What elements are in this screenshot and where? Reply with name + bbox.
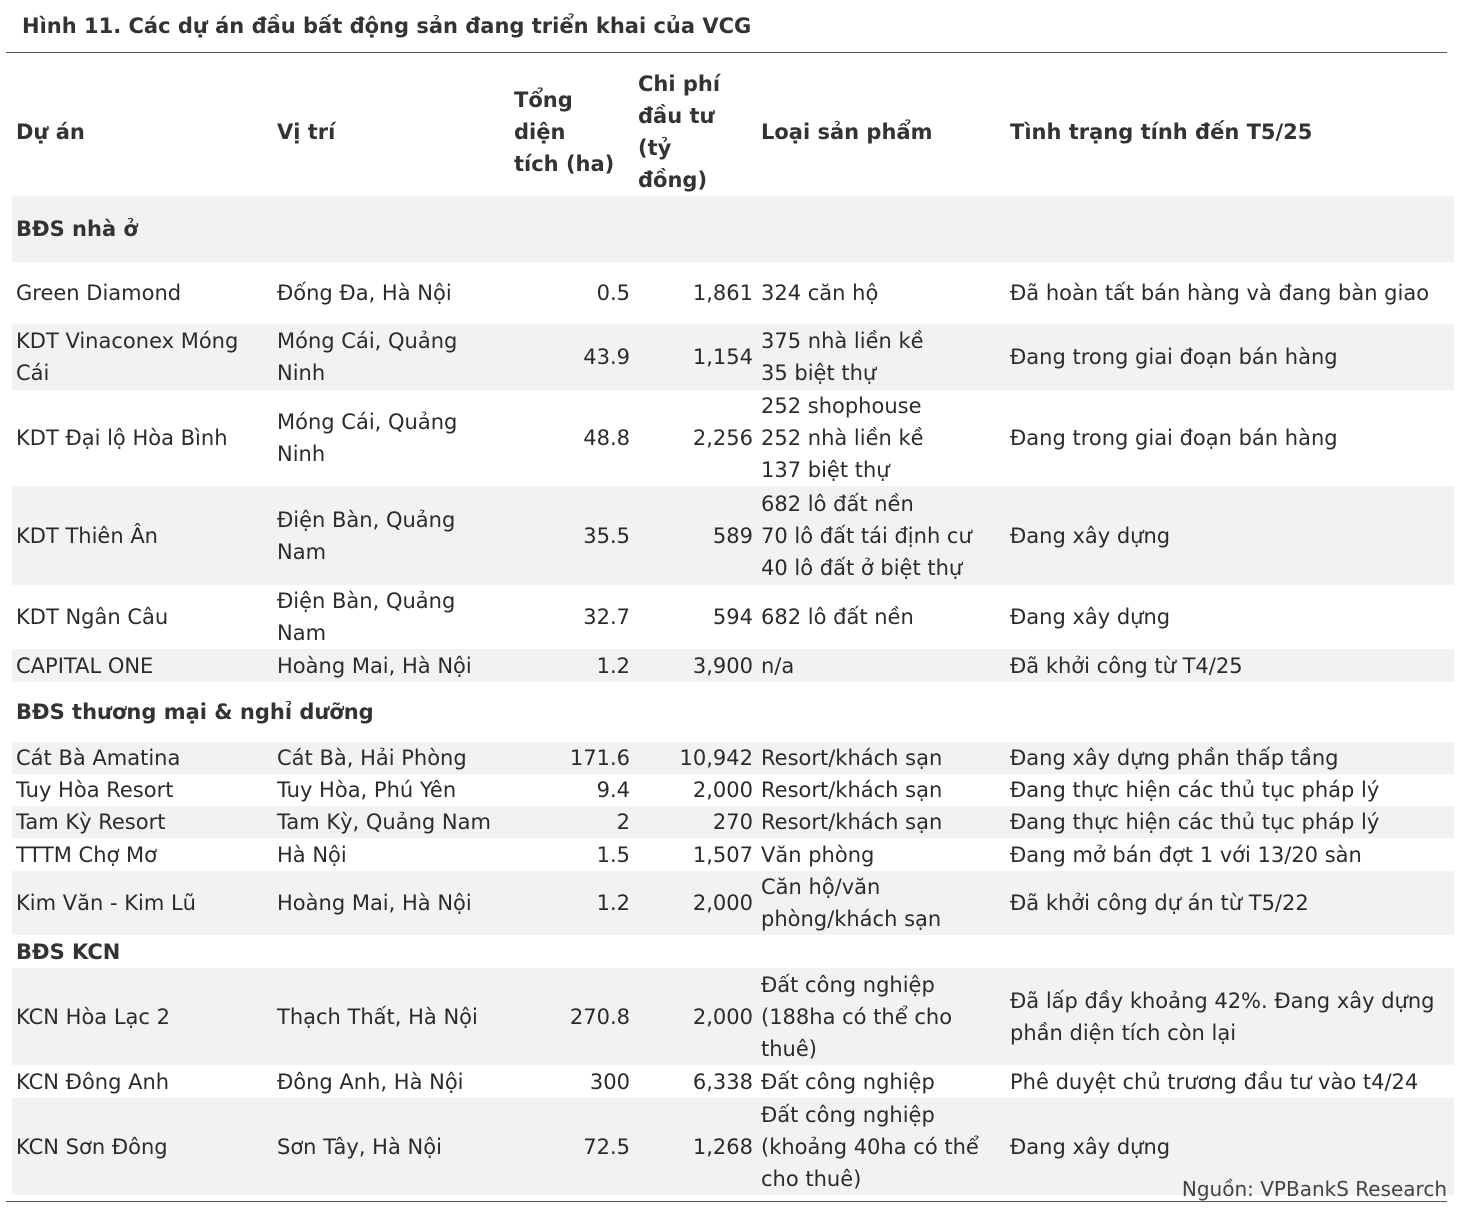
cell-product: Resort/khách sạn bbox=[761, 778, 943, 802]
cell-status: Đã khởi công từ T4/25 bbox=[1006, 649, 1454, 682]
cell-area: 1.2 bbox=[510, 871, 634, 935]
cell-product: 682 lô đất nền 70 lô đất tái định cư 40 lô đất ở biệt thự bbox=[757, 486, 1006, 585]
header-location: Vị trí bbox=[277, 120, 336, 144]
cell-status: Đã khởi công dự án từ T5/22 bbox=[1006, 871, 1454, 935]
cell-area: 48.8 bbox=[583, 426, 630, 450]
cell-cost: 1,507 bbox=[692, 842, 753, 867]
cell-product: Căn hộ/văn phòng/khách sạn bbox=[757, 871, 1006, 935]
cell-cost: 2,000 bbox=[634, 871, 757, 935]
cell-area: 1.2 bbox=[510, 649, 634, 682]
cell-product: 324 căn hộ bbox=[761, 281, 879, 305]
table-row bbox=[12, 649, 1454, 682]
group-label: BĐS nhà ở bbox=[12, 196, 1454, 262]
cell-product: Đất công nghiệp (188ha có thể cho thuê) bbox=[757, 968, 1006, 1065]
cell-project: TTTM Chợ Mơ bbox=[16, 842, 158, 867]
table-row bbox=[12, 390, 1454, 486]
cell-product: n/a bbox=[757, 649, 1006, 682]
cell-cost: 6,338 bbox=[692, 1069, 753, 1094]
group-row-housing bbox=[12, 196, 1454, 262]
table-row bbox=[12, 742, 1454, 774]
table-row bbox=[12, 968, 1454, 1065]
cell-project: Tam Kỳ Resort bbox=[12, 806, 273, 838]
cell-area: 72.5 bbox=[510, 1098, 634, 1195]
header-status: Tình trạng tính đến T5/25 bbox=[1010, 120, 1313, 144]
top-divider bbox=[6, 52, 1447, 53]
cell-status: Phê duyệt chủ trương đầu tư vào t4/24 bbox=[1010, 1069, 1419, 1094]
cell-product: Văn phòng bbox=[761, 842, 875, 867]
cell-project: KDT Vinaconex Móng Cái bbox=[12, 324, 273, 390]
cell-cost: 589 bbox=[634, 486, 757, 585]
table-row bbox=[12, 324, 1454, 390]
cell-status: Đang thực hiện các thủ tục pháp lý bbox=[1006, 806, 1454, 838]
cell-area: 32.7 bbox=[583, 605, 630, 629]
cell-location: Móng Cái, Quảng Ninh bbox=[273, 324, 510, 390]
cell-product: Resort/khách sạn bbox=[757, 806, 1006, 838]
cell-status: Đang xây dựng bbox=[1010, 605, 1171, 629]
group-label: BĐS thương mại & nghỉ dưỡng bbox=[16, 700, 374, 724]
group-label: BĐS KCN bbox=[16, 939, 121, 964]
cell-product: 252 shophouse 252 nhà liền kề 137 biệt thự bbox=[761, 394, 924, 482]
header-cost: Chi phí đầu tư (tỷ đồng) bbox=[638, 72, 721, 192]
cell-status: Đang trong giai đoạn bán hàng bbox=[1006, 324, 1454, 390]
cell-product: Đất công nghiệp bbox=[761, 1069, 935, 1094]
cell-cost: 1,268 bbox=[634, 1098, 757, 1195]
cell-location: Hà Nội bbox=[277, 842, 347, 867]
cell-status: Đang trong giai đoạn bán hàng bbox=[1010, 426, 1338, 450]
cell-status: Đã hoàn tất bán hàng và đang bàn giao bbox=[1010, 281, 1430, 305]
cell-location: Đống Đa, Hà Nội bbox=[277, 281, 452, 305]
cell-location: Cát Bà, Hải Phòng bbox=[273, 742, 510, 774]
cell-cost: 1,154 bbox=[634, 324, 757, 390]
table-row bbox=[12, 585, 1454, 649]
table-row bbox=[12, 871, 1454, 935]
cell-location: Hoàng Mai, Hà Nội bbox=[273, 871, 510, 935]
cell-cost: 2,000 bbox=[634, 968, 757, 1065]
cell-area: 1.5 bbox=[596, 842, 630, 867]
table-row bbox=[12, 486, 1454, 585]
cell-cost: 1,861 bbox=[692, 281, 753, 305]
table-row bbox=[12, 774, 1454, 806]
cell-area: 0.5 bbox=[596, 281, 630, 305]
cell-status: Đang xây dựng bbox=[1006, 486, 1454, 585]
cell-project: Green Diamond bbox=[16, 281, 182, 305]
cell-location: Sơn Tây, Hà Nội bbox=[273, 1098, 510, 1195]
cell-product: 375 nhà liền kề 35 biệt thự bbox=[757, 324, 1006, 390]
cell-project: KDT Ngân Câu bbox=[16, 605, 169, 629]
bottom-divider bbox=[6, 1201, 1447, 1202]
cell-cost: 2,256 bbox=[692, 426, 753, 450]
cell-area: 9.4 bbox=[596, 778, 630, 802]
cell-project: KDT Thiên Ân bbox=[12, 486, 273, 585]
cell-project: KCN Sơn Đông bbox=[12, 1098, 273, 1195]
cell-cost: 10,942 bbox=[634, 742, 757, 774]
cell-cost: 270 bbox=[634, 806, 757, 838]
cell-location: Đông Anh, Hà Nội bbox=[277, 1069, 464, 1094]
header-product: Loại sản phẩm bbox=[761, 120, 933, 144]
cell-status: Đang xây dựng bbox=[1006, 1098, 1454, 1195]
header-area: Tổng diện tích (ha) bbox=[514, 88, 615, 176]
cell-cost: 2,000 bbox=[692, 778, 753, 802]
cell-project: Kim Văn - Kim Lũ bbox=[12, 871, 273, 935]
cell-area: 300 bbox=[589, 1069, 630, 1094]
header-row bbox=[12, 68, 1454, 196]
cell-status: Đang xây dựng phần thấp tầng bbox=[1006, 742, 1454, 774]
cell-area: 2 bbox=[510, 806, 634, 838]
figure-title: Hình 11. Các dự án đầu bất động sản đang triển khai của VCG bbox=[22, 14, 752, 38]
group-row-commercial bbox=[12, 682, 1454, 742]
cell-status: Đang thực hiện các thủ tục pháp lý bbox=[1010, 778, 1380, 802]
cell-area: 43.9 bbox=[510, 324, 634, 390]
cell-project: KCN Đông Anh bbox=[16, 1069, 170, 1094]
cell-project: KDT Đại lộ Hòa Bình bbox=[16, 426, 228, 450]
table-row bbox=[12, 1065, 1454, 1098]
cell-product: Resort/khách sạn bbox=[757, 742, 1006, 774]
cell-project: CAPITAL ONE bbox=[12, 649, 273, 682]
group-row-industrial bbox=[12, 935, 1454, 968]
cell-project: Cát Bà Amatina bbox=[12, 742, 273, 774]
cell-product: Đất công nghiệp (khoảng 40ha có thể cho thuê) bbox=[757, 1098, 1006, 1195]
cell-location: Hoàng Mai, Hà Nội bbox=[273, 649, 510, 682]
table-row bbox=[12, 838, 1454, 871]
cell-location: Tam Kỳ, Quảng Nam bbox=[273, 806, 510, 838]
cell-status: Đã lấp đầy khoảng 42%. Đang xây dựng phần diện tích còn lại bbox=[1006, 968, 1454, 1065]
cell-status: Đang mở bán đợt 1 với 13/20 sàn bbox=[1010, 842, 1362, 867]
cell-project: KCN Hòa Lạc 2 bbox=[12, 968, 273, 1065]
source-note: Nguồn: VPBankS Research bbox=[1181, 1177, 1447, 1201]
cell-product: 682 lô đất nền bbox=[761, 605, 914, 629]
cell-area: 171.6 bbox=[510, 742, 634, 774]
cell-cost: 3,900 bbox=[634, 649, 757, 682]
table-row bbox=[12, 806, 1454, 838]
cell-location: Điện Bàn, Quảng Nam bbox=[277, 589, 456, 645]
cell-location: Điện Bàn, Quảng Nam bbox=[273, 486, 510, 585]
cell-project: Tuy Hòa Resort bbox=[16, 778, 174, 802]
cell-area: 35.5 bbox=[510, 486, 634, 585]
cell-location: Thạch Thất, Hà Nội bbox=[273, 968, 510, 1065]
header-project: Dự án bbox=[16, 120, 85, 144]
cell-location: Tuy Hòa, Phú Yên bbox=[277, 778, 457, 802]
cell-area: 270.8 bbox=[510, 968, 634, 1065]
projects-table bbox=[12, 68, 1454, 1195]
cell-cost: 594 bbox=[712, 605, 753, 629]
cell-location: Móng Cái, Quảng Ninh bbox=[277, 410, 458, 466]
table-row bbox=[12, 262, 1454, 324]
